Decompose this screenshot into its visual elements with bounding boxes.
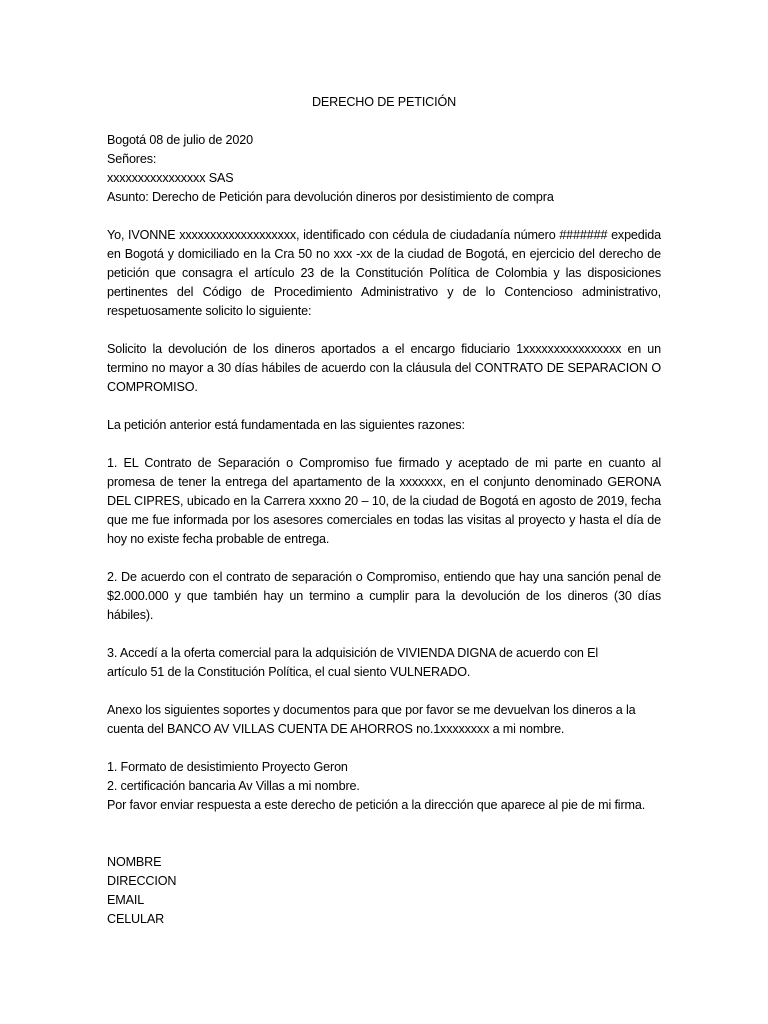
reason-3-line: artículo 51 de la Constitución Política, el cual siento VULNERADO. (107, 665, 471, 679)
document-list-item: 1. Formato de desistimiento Proyecto Geron (107, 760, 348, 774)
subject-line: Asunto: Derecho de Petición para devolución dineros por desistimiento de compra (107, 190, 554, 204)
document-list-item: 2. certificación bancaria Av Villas a mi nombre. (107, 779, 360, 793)
reasons-intro-paragraph: La petición anterior está fundamentada en las siguientes razones: (107, 418, 465, 432)
request-paragraph: Solicito la devolución de los dineros aportados a el encargo fiduciario 1xxxxxxxxxxxxxxxx en un termino no mayor a 30 días hábiles de acuerdo con la cláusula del CONTRATO DE SEPARACION O COMPROMISO. (107, 342, 661, 394)
salutation-line: Señores: (107, 152, 157, 166)
signature-phone: CELULAR (107, 912, 165, 926)
reason-1-paragraph: 1. EL Contrato de Separación o Compromiso fue firmado y aceptado de mi parte en cuanto al promesa de tener la entrega del apartamento de la xxxxxxx, en el conjunto denominado GERONA DEL CIPRES, ubicado en la Carrera xxxno 20 – 10, de la ciudad de Bogotá en agosto de 2019, fecha que me fue informada por los asesores comerciales en todas las visitas al proyecto y hasta el día de hoy no existe fecha probable de entrega. (107, 456, 661, 546)
intro-paragraph: Yo, IVONNE xxxxxxxxxxxxxxxxxxx, identificado con cédula de ciudadanía número ####### expedida en Bogotá y domiciliado en la Cra 50 no xxx -xx de la ciudad de Bogotá, en ejercicio del derecho de petición que consagra el artículo 23 de la Constitución Política de Colombia y las disposiciones pertinentes del Código de Procedimiento Administrativo y de lo Contencioso administrativo, respetuosamente solicito lo siguiente: (107, 228, 661, 318)
date-line: Bogotá 08 de julio de 2020 (107, 133, 253, 147)
letter-header (107, 131, 661, 207)
annex-line: Anexo los siguientes soportes y documentos para que por favor se me devuelvan los dineros a la (107, 703, 636, 717)
response-note: Por favor enviar respuesta a este derecho de petición a la dirección que aparece al pie de mi firma. (107, 798, 646, 812)
reason-2-paragraph: 2. De acuerdo con el contrato de separación o Compromiso, entiendo que hay una sanción penal de $2.000.000 y que también hay un termino a cumplir para la devolución de los dineros (30 días hábiles). (107, 570, 661, 622)
signature-email: EMAIL (107, 893, 145, 907)
recipient-line: xxxxxxxxxxxxxxxx SAS (107, 171, 234, 185)
annex-line: cuenta del BANCO AV VILLAS CUENTA DE AHORROS no.1xxxxxxxx a mi nombre. (107, 722, 565, 736)
document-page (107, 93, 661, 929)
reason-3-paragraph (107, 644, 661, 682)
signature-block (107, 853, 661, 929)
document-title: DERECHO DE PETICIÓN (311, 95, 457, 109)
annex-paragraph (107, 701, 661, 739)
signature-name: NOMBRE (107, 855, 162, 869)
document-list (107, 758, 661, 815)
reason-3-line: 3. Accedí a la oferta comercial para la adquisición de VIVIENDA DIGNA de acuerdo con El (107, 646, 598, 660)
signature-address: DIRECCION (107, 874, 177, 888)
